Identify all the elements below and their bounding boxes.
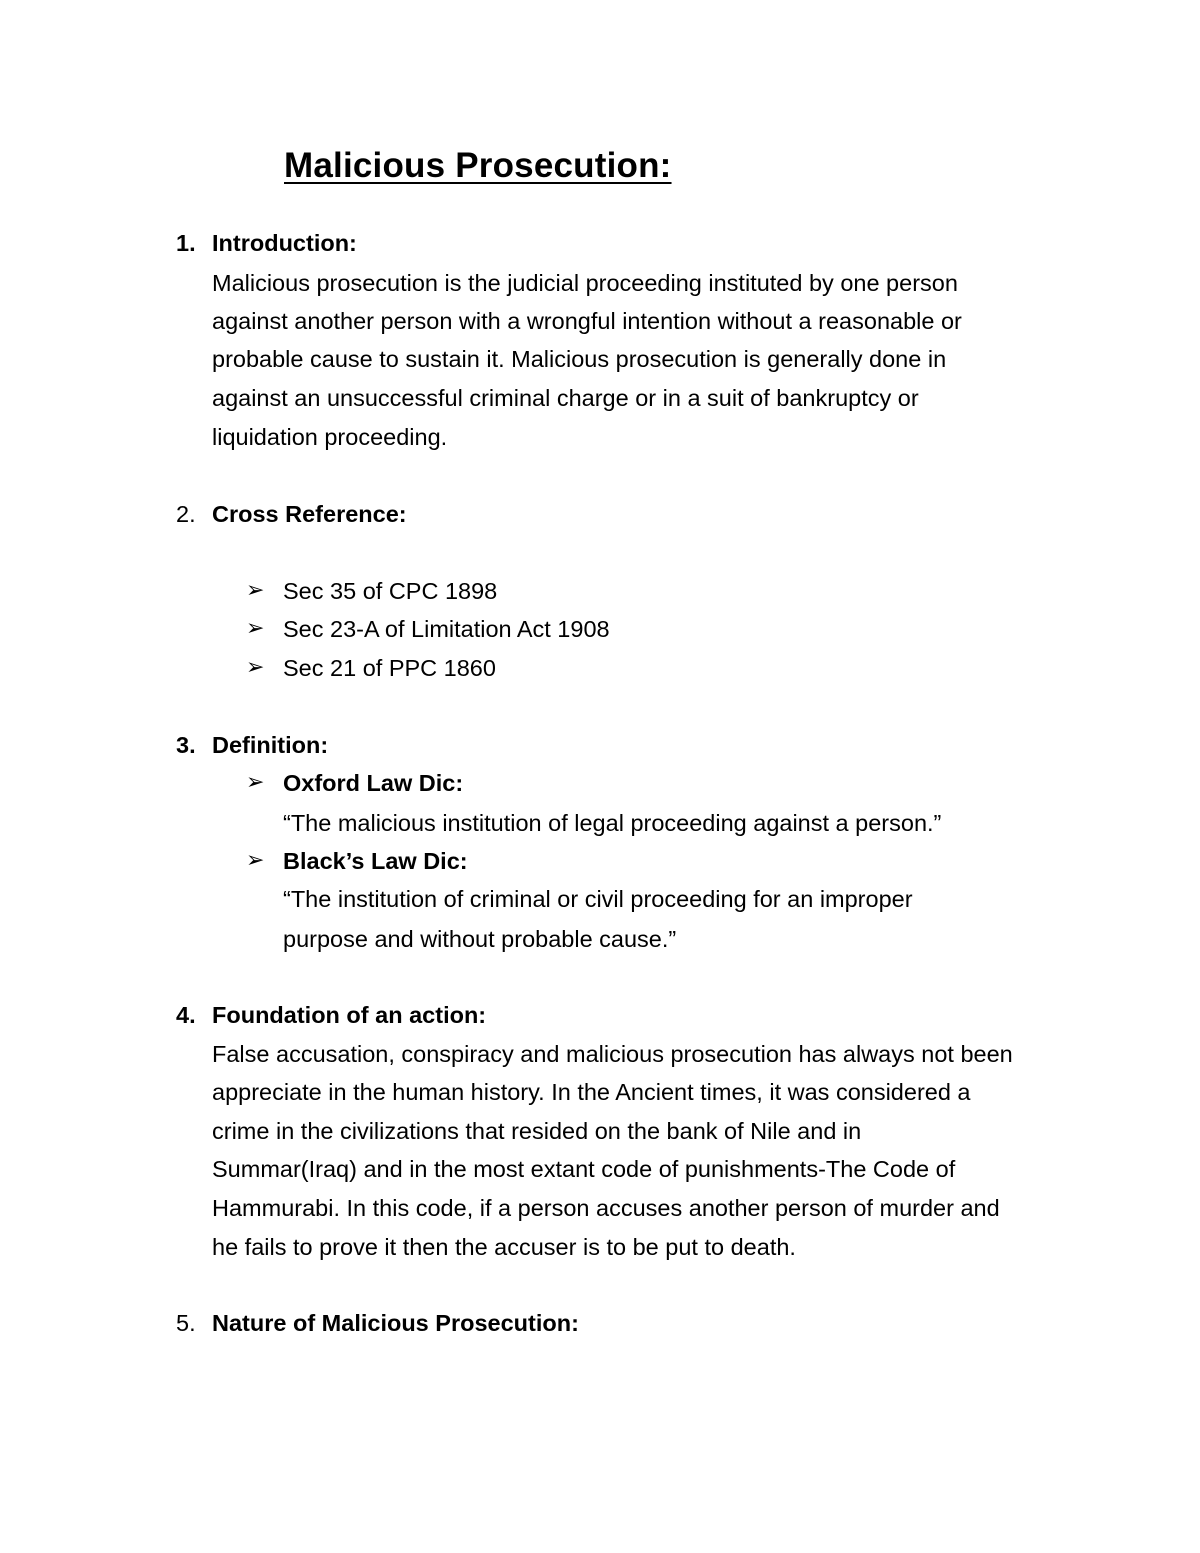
section-1-line: Malicious prosecution is the judicial proceeding instituted by one person [212,270,958,296]
arrowhead-bullet-icon: ➢ [246,848,265,873]
cross-reference-item: Sec 23-A of Limitation Act 1908 [283,616,610,642]
definition-source: Oxford Law Dic: [283,770,464,796]
arrowhead-bullet-icon: ➢ [246,655,265,680]
section-4-line: Hammurabi. In this code, if a person accuses another person of murder and [212,1195,1000,1221]
section-4-number: 4. [176,1002,196,1028]
definition-text: “The malicious institution of legal proceeding against a person.” [283,810,942,836]
definition-text: purpose and without probable cause.” [283,926,677,952]
section-3-heading: Definition: [212,732,329,758]
section-2-heading: Cross Reference: [212,501,407,527]
section-5-heading: Nature of Malicious Prosecution: [212,1310,579,1336]
page-title: Malicious Prosecution: [284,146,672,185]
arrowhead-bullet-icon: ➢ [246,770,265,795]
section-1-number: 1. [176,230,196,256]
section-5-number: 5. [176,1310,196,1336]
section-1-line: against another person with a wrongful intention without a reasonable or [212,308,962,334]
section-4-line: False accusation, conspiracy and malicious prosecution has always not been [212,1041,1013,1067]
section-1-line: probable cause to sustain it. Malicious prosecution is generally done in [212,346,947,372]
section-3-number: 3. [176,732,196,758]
section-4-line: he fails to prove it then the accuser is to be put to death. [212,1234,796,1260]
section-4-heading: Foundation of an action: [212,1002,487,1028]
section-1-line: against an unsuccessful criminal charge or in a suit of bankruptcy or [212,385,919,411]
arrowhead-bullet-icon: ➢ [246,578,265,603]
section-4-line: appreciate in the human history. In the Ancient times, it was considered a [212,1079,971,1105]
section-1-heading: Introduction: [212,230,357,256]
definition-text: “The institution of criminal or civil proceeding for an improper [283,886,913,912]
section-4-line: Summar(Iraq) and in the most extant code of punishments-The Code of [212,1156,956,1182]
section-2-number: 2. [176,501,196,527]
definition-source: Black’s Law Dic: [283,848,468,874]
section-4-line: crime in the civilizations that resided on the bank of Nile and in [212,1118,862,1144]
section-1-line: liquidation proceeding. [212,424,448,450]
arrowhead-bullet-icon: ➢ [246,616,265,641]
cross-reference-item: Sec 35 of CPC 1898 [283,578,498,604]
cross-reference-item: Sec 21 of PPC 1860 [283,655,496,681]
